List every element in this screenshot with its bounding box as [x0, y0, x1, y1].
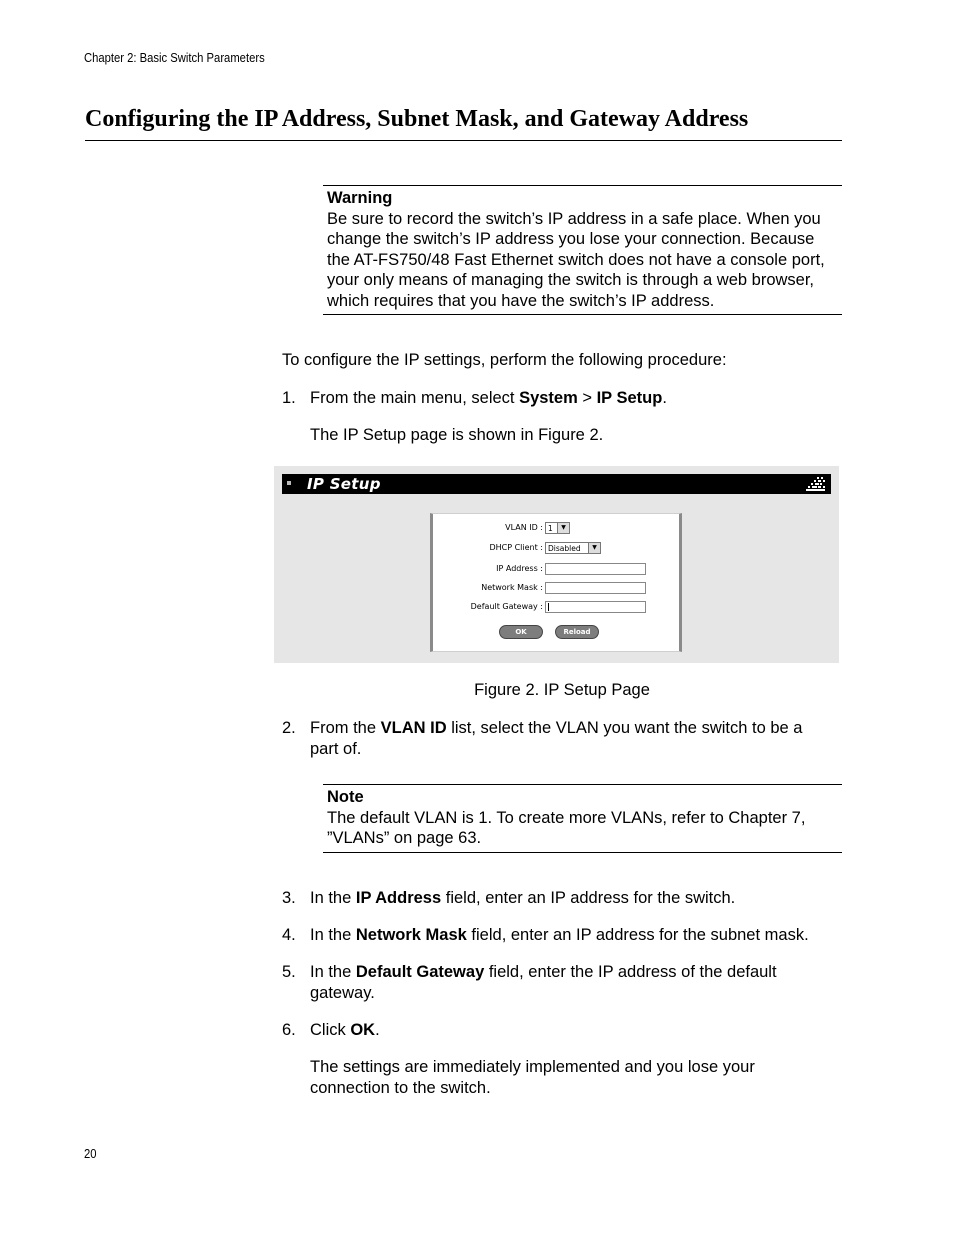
step-5	[282, 962, 842, 1004]
ip-setup-figure	[274, 466, 839, 663]
bullet-icon	[287, 481, 291, 485]
step-number: 4.	[282, 926, 296, 944]
warning-title: Warning	[327, 189, 393, 207]
note-box	[323, 784, 842, 853]
warning-line: your only means of managing the switch is through a web browser,	[327, 271, 815, 289]
network-mask-row	[433, 582, 673, 596]
chevron-down-icon: ▼	[588, 543, 600, 553]
default-gateway-label: Default Gateway :	[470, 602, 543, 611]
step-text: From the VLAN ID list, select the VLAN you want the switch to be a part of.	[310, 719, 803, 758]
step-3	[282, 888, 842, 909]
intro-paragraph: To configure the IP settings, perform the following procedure:	[282, 351, 727, 369]
heading-rule	[85, 140, 842, 141]
figure-title-bar	[282, 474, 831, 494]
running-header: Chapter 2: Basic Switch Parameters	[84, 51, 265, 65]
step-text: From the main menu, select System > IP Setup.	[310, 389, 667, 407]
step-text: In the Default Gateway field, enter the IP address of the default gateway.	[310, 963, 777, 1002]
figure-caption: Figure 2. IP Setup Page	[474, 681, 650, 699]
dhcp-client-select[interactable]: Disabled ▼	[545, 542, 601, 554]
step-6-result: The settings are immediately implemented and you lose your connection to the switch.	[310, 1058, 755, 1097]
figure-bar-title: IP Setup	[307, 475, 381, 493]
step-4	[282, 925, 842, 946]
step-number: 1.	[282, 389, 296, 407]
step-number: 3.	[282, 889, 296, 907]
reload-button[interactable]: Reload	[555, 625, 599, 639]
step-number: 6.	[282, 1021, 296, 1039]
section-heading: Configuring the IP Address, Subnet Mask, and Gateway Address	[85, 106, 749, 132]
default-gateway-field[interactable]	[545, 601, 646, 613]
vlan-id-select[interactable]: 1 ▼	[545, 522, 570, 534]
step-text: Click OK.	[310, 1021, 380, 1039]
note-line: The default VLAN is 1. To create more VLANs, refer to Chapter 7,	[327, 808, 806, 827]
step-text: In the Network Mask field, enter an IP address for the subnet mask.	[310, 926, 809, 944]
vlan-id-label: VLAN ID :	[505, 523, 543, 532]
network-mask-label: Network Mask :	[481, 583, 543, 592]
vlan-id-row	[433, 522, 673, 536]
ip-address-row	[433, 563, 673, 577]
note-line: ”VLANs” on page 63.	[327, 829, 482, 847]
logo-icon	[805, 476, 827, 492]
note-title: Note	[327, 788, 364, 806]
step-2	[282, 718, 842, 760]
network-mask-field[interactable]	[545, 582, 646, 594]
ok-button[interactable]: OK	[499, 625, 543, 639]
ip-address-label: IP Address :	[496, 564, 543, 573]
step-text: In the IP Address field, enter an IP address for the switch.	[310, 889, 736, 907]
step-number: 2.	[282, 719, 296, 737]
warning-line: change the switch’s IP address you lose your connection. Because	[327, 230, 815, 248]
step-number: 5.	[282, 963, 296, 981]
warning-line: Be sure to record the switch’s IP address in a safe place. When you	[327, 209, 821, 228]
warning-line: the AT-FS750/48 Fast Ethernet switch does not have a console port,	[327, 250, 825, 269]
default-gateway-row	[433, 601, 673, 615]
step-6	[282, 1020, 842, 1041]
page-number: 20	[84, 1147, 97, 1161]
dhcp-client-row	[433, 542, 673, 556]
step-1	[282, 388, 842, 409]
ip-address-field[interactable]	[545, 563, 646, 575]
ip-setup-panel	[430, 513, 682, 652]
dhcp-client-label: DHCP Client :	[489, 543, 543, 552]
step-1-result: The IP Setup page is shown in Figure 2.	[310, 426, 604, 444]
text-cursor	[548, 603, 549, 611]
warning-line: which requires that you have the switch’s IP address.	[327, 291, 715, 310]
chevron-down-icon: ▼	[557, 523, 569, 533]
warning-box	[323, 185, 842, 315]
